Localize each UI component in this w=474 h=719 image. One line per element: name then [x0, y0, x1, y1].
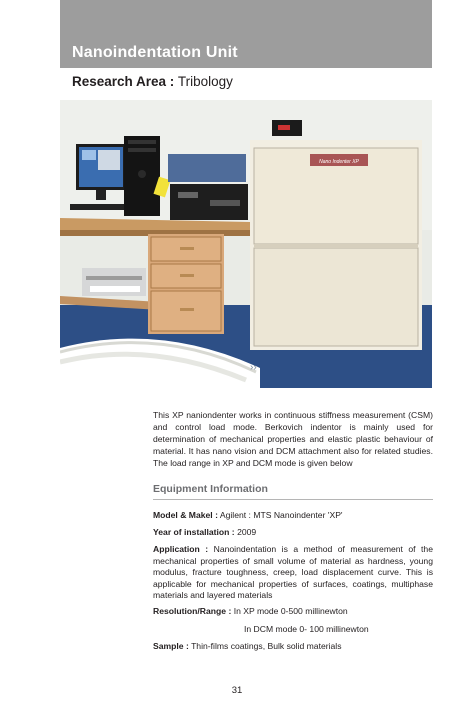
sample-field	[153, 641, 433, 653]
header-band	[60, 0, 432, 68]
sample-value: Thin-films coatings, Bulk solid materials	[191, 641, 342, 651]
sample-label: Sample :	[153, 641, 189, 651]
section-divider	[153, 499, 433, 500]
intro-paragraph: This XP naniondenter works in continuous stiffness measurement (CSM) and control load mode. Berkovich indentor is mainly used for determination of mechanical properties and elastic plastic behaviour of material. It has nano vision and DCM attachment also for related studies. The load range in XP and DCM mode is given below	[153, 410, 433, 468]
model-value: Agilent : MTS Nanoindenter 'XP'	[219, 510, 343, 520]
equipment-photo	[60, 100, 432, 388]
research-area-value: Tribology	[177, 74, 233, 89]
model-field	[153, 510, 433, 522]
research-area-label: Research Area :	[72, 74, 175, 89]
year-field	[153, 527, 433, 539]
page-title: Nanoindentation Unit	[72, 44, 238, 61]
resolution-label: Resolution/Range :	[153, 606, 232, 616]
application-value: Nanoindentation is a method of measurement of the mechanical properties of small volume of material as hardness, young modulus, fracture toughness, creep, load displacement curve. This is applicable for mechanical properties of surfaces, coatings, multiphase materials and layered materials	[153, 544, 433, 601]
application-label: Application :	[153, 544, 209, 554]
model-label: Model & Makel :	[153, 510, 218, 520]
year-label: Year of installation :	[153, 527, 235, 537]
year-value: 2009	[237, 527, 257, 537]
resolution-value-xp: In XP mode 0-500 millinewton	[233, 606, 348, 616]
research-area	[72, 74, 233, 89]
page-number: 31	[231, 685, 243, 696]
resolution-value-dcm: In DCM mode 0- 100 millinewton	[244, 624, 369, 634]
resolution-field	[153, 606, 433, 618]
application-field	[153, 544, 433, 602]
svg-text:››: ››	[250, 362, 257, 373]
equipment-heading: Equipment Information	[153, 483, 268, 495]
instrument-label: Nano Indenter XP	[319, 159, 359, 165]
